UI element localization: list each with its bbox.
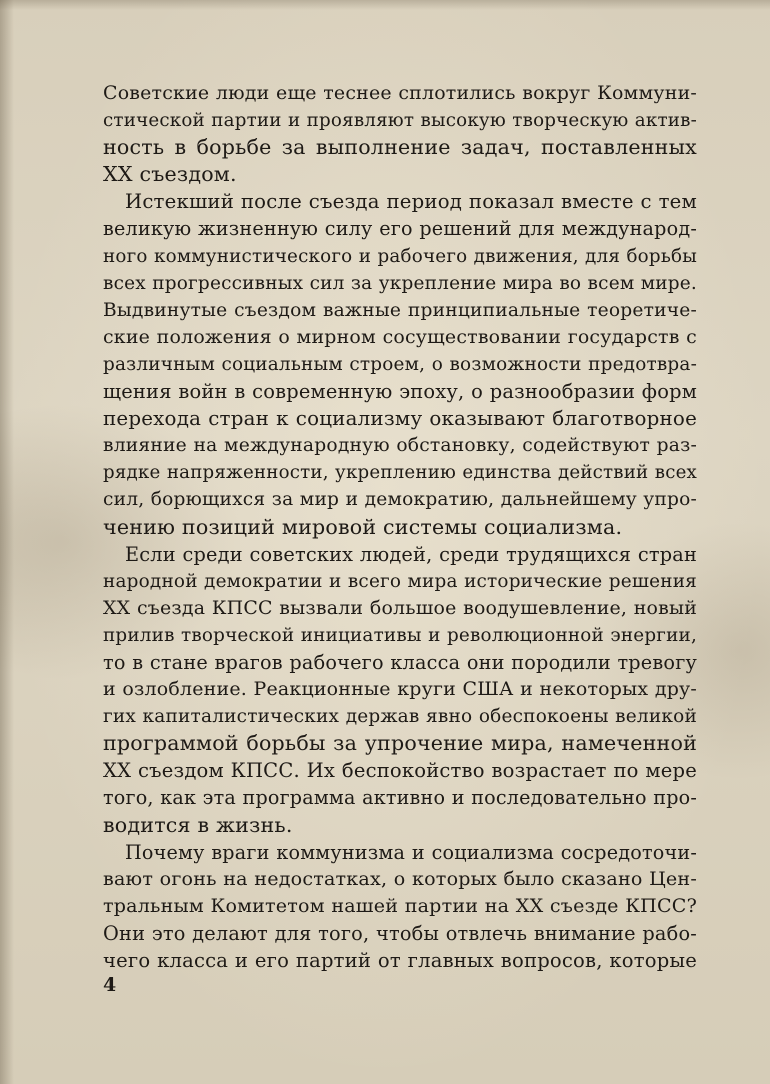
text-line: щения войн в современную эпоху, о разнообразии форм [103, 380, 697, 404]
text-line: чению позиций мировой системы социализма. [103, 514, 623, 539]
page-top-shadow [0, 0, 770, 10]
page-number: 4 [103, 974, 117, 996]
text-line: чего класса и его партий от главных вопросов, которые [103, 949, 697, 972]
text-line: великую жизненную силу его решений для международ- [103, 217, 697, 241]
text-line: народной демократии и всего мира исторические решения [103, 570, 697, 592]
text-line: XX съездом. [103, 162, 237, 187]
text-line: прилив творческой инициативы и революционной энергии, [103, 624, 697, 646]
text-line: ного коммунистического и рабочего движения, для борьбы [103, 245, 697, 267]
text-line: Советские люди еще теснее сплотились вокруг Коммуни- [103, 82, 697, 104]
text-line: рядке напряженности, укреплению единства действий всех [103, 462, 697, 484]
text-line: Они это делают для того, чтобы отвлечь внимание рабо- [103, 921, 697, 945]
text-line: ские положения о мирном сосуществовании государств с [103, 325, 697, 348]
text-line: влияние на международную обстановку, содействуют раз- [103, 435, 697, 457]
page-left-shadow [0, 0, 14, 1084]
text-line: то в стане врагов рабочего класса они породили тревогу [103, 650, 697, 674]
text-line: того, как эта программа активно и последовательно про- [103, 786, 697, 810]
text-line: гих капиталистических держав явно обеспокоены великой [103, 706, 697, 728]
text-line: различным социальным строем, о возможности предотвра- [103, 353, 697, 375]
text-line: и озлобление. Реакционные круги США и некоторых дру- [103, 678, 697, 701]
text-line: XX съезда КПСС вызвали большое воодушевление, новый [103, 596, 697, 619]
text-line: Почему враги коммунизма и социализма сосредоточи- [125, 840, 697, 864]
text-line: XX съездом КПСС. Их беспокойство возрастает по мере [103, 759, 697, 783]
text-line: программой борьбы за упрочение мира, намеченной [103, 731, 697, 756]
body-text [103, 80, 697, 974]
text-line: тральным Комитетом нашей партии на XX съезде КПСС? [103, 894, 697, 917]
text-line: сил, борющихся за мир и демократию, дальнейшему упро- [103, 489, 697, 511]
text-line: Если среди советских людей, среди трудящихся стран [125, 542, 697, 566]
text-line: вают огонь на недостатках, о которых было сказано Цен- [103, 867, 697, 890]
text-line: Выдвинутые съездом важные принципиальные теоретиче- [103, 299, 697, 321]
text-line: Истекший после съезда период показал вместе с тем [125, 190, 697, 214]
text-line: стической партии и проявляют высокую творческую актив- [103, 110, 697, 132]
text-line: ность в борьбе за выполнение задач, поставленных [103, 135, 697, 160]
text-line: всех прогрессивных сил за укрепление мира во всем мире. [103, 272, 697, 294]
text-line: перехода стран к социализму оказывают благотворное [103, 407, 697, 431]
text-line: водится в жизнь. [103, 812, 293, 837]
